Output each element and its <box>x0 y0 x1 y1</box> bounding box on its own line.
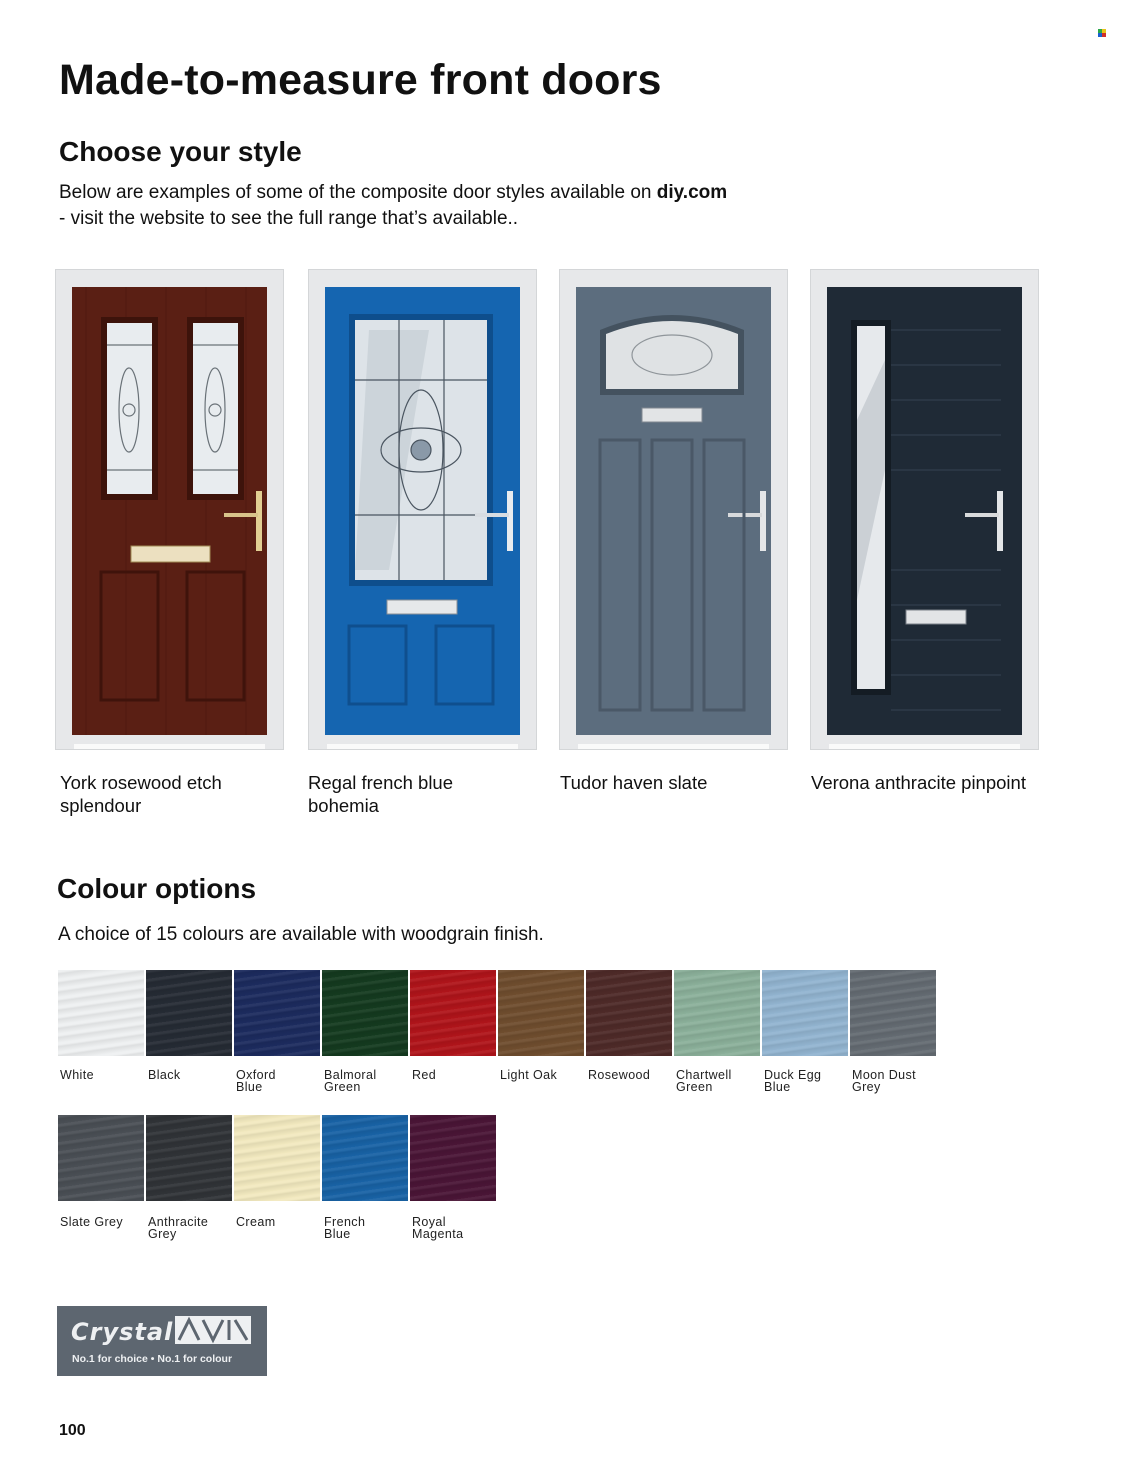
swatch-duck-egg-blue <box>762 970 848 1056</box>
swatch-rosewood <box>586 970 672 1056</box>
swatch-french-blue <box>322 1115 408 1201</box>
swatch-balmoral-green <box>322 970 408 1056</box>
logo-tagline: No.1 for choice • No.1 for colour <box>72 1353 233 1365</box>
website-link[interactable]: diy.com <box>656 182 728 203</box>
swatch-label-slate-grey: Slate Grey <box>60 1215 124 1229</box>
swatch-light-oak <box>498 970 584 1056</box>
swatch-slate-grey <box>58 1115 144 1201</box>
intro-line-2: - visit the website to see the full range that’s available.. <box>59 208 519 229</box>
swatch-label-oxford-blue: Oxford Blue <box>236 1068 276 1094</box>
swatch-chartwell-green <box>674 970 760 1056</box>
swatch-label-french-blue: French Blue <box>324 1215 366 1241</box>
colour-heading: Colour options <box>57 873 257 904</box>
door-image-york <box>55 269 284 750</box>
swatch-label-cream: Cream <box>236 1215 276 1229</box>
door-name-tudor: Tudor haven slate <box>560 772 708 793</box>
crystal-logo <box>57 1306 267 1376</box>
swatch-label-balmoral-green: Balmoral Green <box>324 1068 377 1094</box>
style-heading: Choose your style <box>59 136 302 167</box>
door-image-verona <box>810 269 1039 750</box>
page-title: Made-to-measure front doors <box>59 56 662 104</box>
swatch-oxford-blue <box>234 970 320 1056</box>
swatch-label-anthracite-grey: Anthracite Grey <box>148 1215 209 1241</box>
door-name-verona: Verona anthracite pinpoint <box>811 772 1026 793</box>
swatch-label-duck-egg-blue: Duck Egg Blue <box>764 1068 822 1094</box>
swatch-black <box>146 970 232 1056</box>
door-name-york: York rosewood etch splendour <box>60 772 222 816</box>
page-number: 100 <box>59 1422 86 1439</box>
swatch-anthracite-grey <box>146 1115 232 1201</box>
swatch-label-red: Red <box>412 1068 437 1082</box>
swatch-label-rosewood: Rosewood <box>588 1068 651 1082</box>
swatch-label-black: Black <box>148 1068 181 1082</box>
swatch-red <box>410 970 496 1056</box>
intro-text <box>59 180 859 232</box>
door-image-regal <box>308 269 537 750</box>
door-image-tudor <box>559 269 788 750</box>
swatch-label-moon-dust-grey: Moon Dust Grey <box>852 1068 917 1094</box>
corner-mark-icon <box>1098 29 1106 37</box>
door-name-regal: Regal french blue bohemia <box>308 772 454 816</box>
swatch-royal-magenta <box>410 1115 496 1201</box>
swatch-label-royal-magenta: Royal Magenta <box>412 1215 464 1241</box>
swatch-label-white: White <box>60 1068 94 1082</box>
colour-description: A choice of 15 colours are available with woodgrain finish. <box>58 924 544 945</box>
swatch-white <box>58 970 144 1056</box>
swatch-label-light-oak: Light Oak <box>500 1068 558 1082</box>
swatch-cream <box>234 1115 320 1201</box>
intro-prefix: Below are examples of some of the composite door styles available on <box>59 182 657 203</box>
logo-wordmark: Crystal <box>71 1318 174 1346</box>
swatch-label-chartwell-green: Chartwell Green <box>676 1068 732 1094</box>
swatch-moon-dust-grey <box>850 970 936 1056</box>
logo-mark-icon <box>175 1316 251 1344</box>
